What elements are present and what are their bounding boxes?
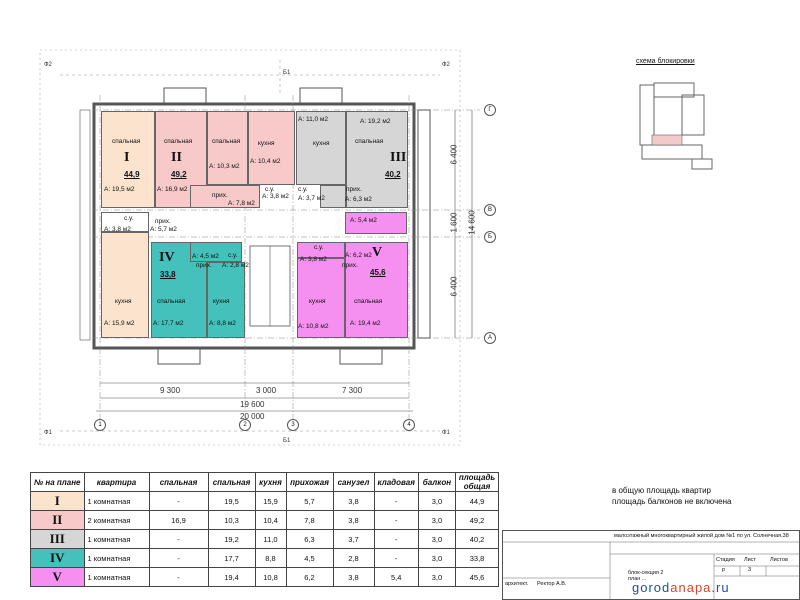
table-cell-balcony: 3,0 xyxy=(418,549,455,568)
room-area: А: 5,4 м2 xyxy=(350,217,377,224)
room-area: А: 17,7 м2 xyxy=(153,320,184,327)
table-cell-bed2: 19,4 xyxy=(208,568,255,587)
project-title: малоэтажный многоквартирный жилой дом №1 по ул. Солнечная,38 xyxy=(614,533,789,539)
room-label: спальная xyxy=(355,138,384,145)
room-label: прих. xyxy=(346,186,362,193)
room-area: А: 10,8 м2 xyxy=(298,323,329,330)
sheet-subtitle: план ... xyxy=(628,576,647,582)
room-label: прих. xyxy=(196,262,212,269)
table-cell-type: 1 комнатная xyxy=(84,530,149,549)
table-row xyxy=(31,530,499,549)
room-area: А: 10,3 м2 xyxy=(209,163,240,170)
table-cell-hall: 5,7 xyxy=(286,492,333,511)
table-cell-bed1: - xyxy=(149,492,208,511)
apartment-numeral: I xyxy=(124,150,130,165)
axis-marker: А xyxy=(484,332,496,344)
table-cell-bed2: 19,5 xyxy=(208,492,255,511)
room-label: с.у. xyxy=(298,186,308,193)
table-cell-bed1: - xyxy=(149,530,208,549)
section-mark: Ф2 xyxy=(442,62,450,68)
axis-marker: 1 xyxy=(94,419,106,431)
room-label: спальная xyxy=(164,138,193,145)
site-logo xyxy=(632,580,730,595)
room-label: с.у. xyxy=(228,252,238,259)
table-cell-balcony: 3,0 xyxy=(418,511,455,530)
stage-label: Стадия xyxy=(716,557,735,563)
author-name: Ректор А.В. xyxy=(537,581,567,587)
room-area: А: 10,4 м2 xyxy=(250,158,281,165)
row-numeral: II xyxy=(31,511,85,530)
section-mark: Ф2 xyxy=(44,62,52,68)
section-mark: Ф1 xyxy=(44,430,52,436)
axis-marker: В xyxy=(484,204,496,216)
room-label: прих. xyxy=(212,192,228,199)
table-cell-wc: 3,7 xyxy=(333,530,374,549)
room-area: А: 3,8 м2 xyxy=(104,226,131,233)
table-header: № на плане xyxy=(31,473,85,492)
room-area: А: 6,2 м2 xyxy=(345,252,372,259)
table-header: кухня xyxy=(255,473,286,492)
table-row xyxy=(31,511,499,530)
room-area: А: 16,9 м2 xyxy=(157,186,188,193)
room-area: А: 19,4 м2 xyxy=(350,320,381,327)
dimension: 20 000 xyxy=(240,412,265,421)
room-label: спальная xyxy=(157,298,186,305)
room-label: спальная xyxy=(112,138,141,145)
axis-marker: Б xyxy=(484,231,496,243)
table-cell-type: 2 комнатная xyxy=(84,511,149,530)
axis-marker: 4 xyxy=(403,419,415,431)
room-area: А: 19,5 м2 xyxy=(104,186,135,193)
dimension: 9 300 xyxy=(160,386,181,395)
dimension: 7 300 xyxy=(342,386,363,395)
table-header: кладовая xyxy=(374,473,418,492)
axis-marker: Г xyxy=(484,104,496,116)
room-label: с.у. xyxy=(314,244,324,251)
table-cell-store: - xyxy=(374,511,418,530)
apartment-total: 44,9 xyxy=(124,170,140,179)
room-area: А: 3,7 м2 xyxy=(298,195,325,202)
table-cell-bed1: - xyxy=(149,568,208,587)
dimension: 14 600 xyxy=(467,210,477,235)
table-cell-store: - xyxy=(374,492,418,511)
axis-marker: 2 xyxy=(239,419,251,431)
section-mark: Б1 xyxy=(283,438,291,444)
table-cell-total: 33,8 xyxy=(455,549,498,568)
room-label: кухня xyxy=(258,140,275,147)
room-label: кухня xyxy=(213,298,230,305)
table-cell-total: 44,9 xyxy=(455,492,498,511)
blocking-scheme xyxy=(632,75,722,180)
apartment-total: 49,2 xyxy=(171,170,187,179)
table-header: санузел xyxy=(333,473,374,492)
table-cell-store: - xyxy=(374,549,418,568)
room-II-bedroom-2 xyxy=(207,111,248,185)
apartment-numeral: V xyxy=(372,245,383,260)
table-header: прихожая xyxy=(286,473,333,492)
table-cell-kitchen: 15,9 xyxy=(255,492,286,511)
logo-text: gorodanapa.ru xyxy=(632,580,730,595)
dimension: 19 600 xyxy=(240,400,265,409)
table-cell-wc: 3,8 xyxy=(333,511,374,530)
section-mark: Ф1 xyxy=(442,430,450,436)
table-header: площадь общая xyxy=(455,473,498,492)
table-header: квартира xyxy=(84,473,149,492)
dimension: 1 600 xyxy=(449,212,459,233)
apartment-total: 40,2 xyxy=(385,170,401,179)
table-cell-bed2: 17,7 xyxy=(208,549,255,568)
apartment-total: 45,6 xyxy=(370,268,386,277)
table-cell-hall: 7,8 xyxy=(286,511,333,530)
table-cell-kitchen: 11,0 xyxy=(255,530,286,549)
sheet-number: 3 xyxy=(748,567,752,573)
architect-label: архитект. xyxy=(505,581,529,587)
table-cell-balcony: 3,0 xyxy=(418,492,455,511)
stage-value: р xyxy=(722,567,726,573)
dimension: 6 400 xyxy=(449,276,459,297)
sheet-label: Лист xyxy=(744,557,756,563)
table-cell-balcony: 3,0 xyxy=(418,530,455,549)
room-area: А: 15,9 м2 xyxy=(104,320,135,327)
table-row xyxy=(31,492,499,511)
room-area: А: 5,7 м2 xyxy=(150,226,177,233)
table-cell-wc: 3,8 xyxy=(333,492,374,511)
table-header-row xyxy=(31,473,499,492)
row-numeral: V xyxy=(31,568,85,587)
room-area: А: 3,8 м2 xyxy=(300,256,327,263)
room-area: А: 11,0 м2 xyxy=(298,116,329,123)
room-label: с.у. xyxy=(265,186,275,193)
room-area: А: 7,8 м2 xyxy=(228,200,255,207)
room-label: прих. xyxy=(342,262,358,269)
table-cell-total: 45,6 xyxy=(455,568,498,587)
room-label: кухня xyxy=(115,298,132,305)
apartment-numeral: IV xyxy=(159,250,175,265)
table-cell-hall: 6,3 xyxy=(286,530,333,549)
row-numeral: III xyxy=(31,530,85,549)
room-area: А: 4,5 м2 xyxy=(192,253,219,260)
sheet-title: блок-секция 2 xyxy=(628,570,664,576)
room-label: кухня xyxy=(309,298,326,305)
table-cell-total: 49,2 xyxy=(455,511,498,530)
table-cell-bed1: 16,9 xyxy=(149,511,208,530)
table-cell-kitchen: 10,8 xyxy=(255,568,286,587)
apartment-numeral: II xyxy=(171,150,182,165)
table-cell-hall: 6,2 xyxy=(286,568,333,587)
row-numeral: I xyxy=(31,492,85,511)
note-line: в общую площадь квартир xyxy=(612,486,711,495)
table-cell-total: 40,2 xyxy=(455,530,498,549)
room-label: спальная xyxy=(212,138,241,145)
table-row xyxy=(31,568,499,587)
room-area: А: 19,2 м2 xyxy=(360,118,391,125)
table-header: спальная xyxy=(149,473,208,492)
apartment-total: 33,8 xyxy=(160,270,176,279)
room-area: А: 3,8 м2 xyxy=(262,193,289,200)
row-numeral: IV xyxy=(31,549,85,568)
dimension: 6 400 xyxy=(449,144,459,165)
table-cell-kitchen: 8,8 xyxy=(255,549,286,568)
section-mark: Б1 xyxy=(283,70,291,76)
sheets-label: Листов xyxy=(770,557,788,563)
table-cell-wc: 2,8 xyxy=(333,549,374,568)
table-cell-bed2: 19,2 xyxy=(208,530,255,549)
scheme-label: схема блокировки xyxy=(636,58,695,65)
table-cell-bed1: - xyxy=(149,549,208,568)
table-cell-wc: 3,8 xyxy=(333,568,374,587)
table-header: балкон xyxy=(418,473,455,492)
table-row xyxy=(31,549,499,568)
room-label: с.у. xyxy=(124,215,134,222)
apartment-numeral: III xyxy=(390,150,407,165)
table-cell-bed2: 10,3 xyxy=(208,511,255,530)
table-cell-type: 1 комнатная xyxy=(84,549,149,568)
table-cell-store: - xyxy=(374,530,418,549)
room-area: А: 6,3 м2 xyxy=(345,196,372,203)
table-cell-type: 1 комнатная xyxy=(84,568,149,587)
axis-marker: 3 xyxy=(287,419,299,431)
table-cell-type: 1 комнатная xyxy=(84,492,149,511)
dimension: 3 000 xyxy=(256,386,277,395)
room-II-kitchen xyxy=(248,111,295,185)
table-cell-hall: 4,5 xyxy=(286,549,333,568)
table-cell-store: 5,4 xyxy=(374,568,418,587)
room-area: А: 8,8 м2 xyxy=(209,320,236,327)
room-label: спальная xyxy=(354,298,383,305)
note-line: площадь балконов не включена xyxy=(612,497,732,506)
table-header: спальная xyxy=(208,473,255,492)
room-area: А: 2,8 м2 xyxy=(222,262,249,269)
table-body xyxy=(31,492,499,587)
apartment-table xyxy=(30,472,499,587)
room-label: прих. xyxy=(155,218,171,225)
table-cell-balcony: 3,0 xyxy=(418,568,455,587)
room-label: кухня xyxy=(313,140,330,147)
table-cell-kitchen: 10,4 xyxy=(255,511,286,530)
